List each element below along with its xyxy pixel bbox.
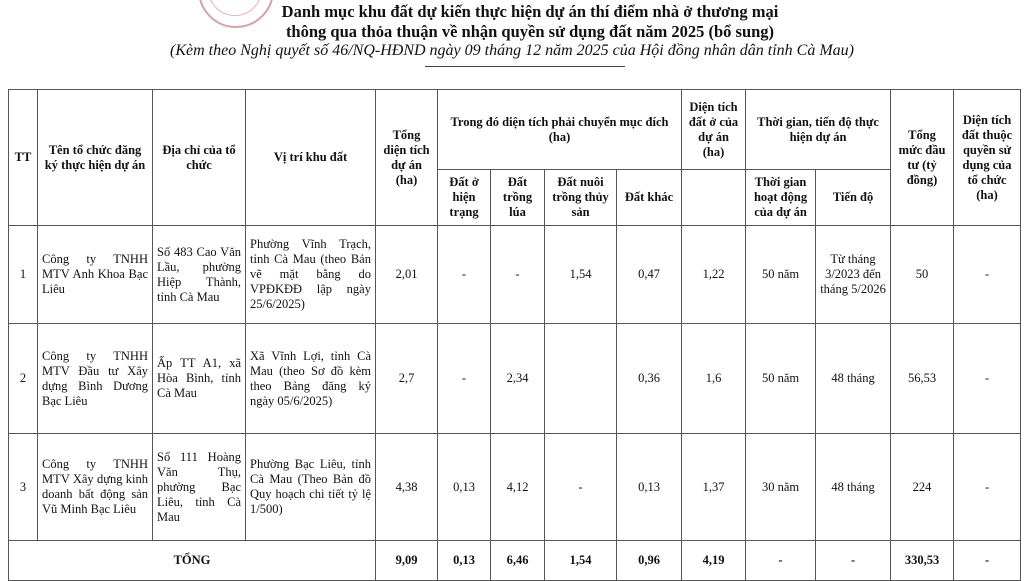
header-tt: TT [9, 90, 38, 226]
total-progress: - [816, 541, 891, 581]
header-lua: Đất trồng lúa [491, 170, 545, 226]
document-title-line1: Danh mục khu đất dự kiến thực hiện dự án thí điểm nhà ở thương mại [281, 2, 779, 21]
table-row [9, 324, 1021, 434]
land-project-table [8, 89, 1021, 581]
cell-investment: 224 [891, 434, 954, 541]
cell-lua: - [491, 226, 545, 324]
cell-name: Công ty TNHH MTV Xây dựng kinh doanh bất động sản Vũ Minh Bạc Liêu [38, 434, 153, 541]
cell-progress: 48 tháng [816, 324, 891, 434]
cell-investment: 56,53 [891, 324, 954, 434]
cell-tt: 3 [9, 434, 38, 541]
cell-owned: - [954, 434, 1021, 541]
cell-address: Số 111 Hoàng Văn Thụ, phường Bạc Liêu, tỉnh Cà Mau [153, 434, 246, 541]
header-khac: Đất khác [617, 170, 682, 226]
header-location: Vị trí khu đất [246, 90, 376, 226]
cell-total: 2,01 [376, 226, 438, 324]
total-lua: 6,46 [491, 541, 545, 581]
total-area: 9,09 [376, 541, 438, 581]
header-duration: Thời gian hoạt động của dự án [746, 170, 816, 226]
total-row [9, 541, 1021, 581]
cell-owned: - [954, 226, 1021, 324]
header-investment: Tổng mức đầu tư (tỷ đồng) [891, 90, 954, 226]
cell-duration: 50 năm [746, 324, 816, 434]
header-progress: Tiến độ [816, 170, 891, 226]
cell-lua: 4,12 [491, 434, 545, 541]
cell-location: Xã Vĩnh Lợi, tỉnh Cà Mau (theo Sơ đồ kèm theo Bảng đăng ký ngày 05/6/2025) [246, 324, 376, 434]
cell-total: 4,38 [376, 434, 438, 541]
total-khac: 0,96 [617, 541, 682, 581]
document-title-line2: thông qua thỏa thuận về nhận quyền sử dụng đất năm 2025 (bổ sung) [285, 22, 775, 41]
header-row [9, 90, 1021, 170]
cell-name: Công ty TNHH MTV Đầu tư Xây dựng Bình Dương Bạc Liêu [38, 324, 153, 434]
cell-duration: 30 năm [746, 434, 816, 541]
cell-thuy-san [545, 324, 617, 434]
cell-thuy-san: - [545, 434, 617, 541]
cell-residential: 1,6 [682, 324, 746, 434]
header-residential-area: Diện tích đất ở của dự án (ha) [682, 90, 746, 170]
total-dat-o: 0,13 [438, 541, 491, 581]
cell-lua: 2,34 [491, 324, 545, 434]
cell-name: Công ty TNHH MTV Anh Khoa Bạc Liêu [38, 226, 153, 324]
cell-dat-o: - [438, 226, 491, 324]
header-time-group: Thời gian, tiến độ thực hiện dự án [746, 90, 891, 170]
cell-dat-o: - [438, 324, 491, 434]
header-thuy-san: Đất nuôi trồng thủy sản [545, 170, 617, 226]
cell-address: Số 483 Cao Văn Lầu, phường Hiệp Thành, tỉnh Cà Mau [153, 226, 246, 324]
header-address: Địa chỉ của tổ chức [153, 90, 246, 226]
cell-khac: 0,13 [617, 434, 682, 541]
cell-total: 2,7 [376, 324, 438, 434]
cell-location: Phường Vĩnh Trạch, tỉnh Cà Mau (theo Bản vẽ mặt bằng do VPĐKĐĐ lập ngày 25/6/2025) [246, 226, 376, 324]
cell-address: Ấp TT A1, xã Hòa Bình, tỉnh Cà Mau [153, 324, 246, 434]
cell-residential: 1,22 [682, 226, 746, 324]
cell-khac: 0,47 [617, 226, 682, 324]
table-row [9, 226, 1021, 324]
cell-duration: 50 năm [746, 226, 816, 324]
cell-investment: 50 [891, 226, 954, 324]
total-thuy-san: 1,54 [545, 541, 617, 581]
total-duration: - [746, 541, 816, 581]
table-row [9, 434, 1021, 541]
header-name: Tên tổ chức đăng ký thực hiện dự án [38, 90, 153, 226]
cell-tt: 2 [9, 324, 38, 434]
header-total-area: Tổng diện tích dự án (ha) [376, 90, 438, 226]
cell-dat-o: 0,13 [438, 434, 491, 541]
cell-khac: 0,36 [617, 324, 682, 434]
cell-thuy-san: 1,54 [545, 226, 617, 324]
total-label: TỔNG [9, 541, 376, 581]
cell-owned: - [954, 324, 1021, 434]
document-subtitle: (Kèm theo Nghị quyết số 46/NQ-HĐND ngày 09 tháng 12 năm 2025 của Hội đồng nhân dân tỉnh Cà Mau) [170, 42, 854, 59]
cell-progress: Từ tháng 3/2023 đến tháng 5/2026 [816, 226, 891, 324]
header-dat-o: Đất ở hiện trạng [438, 170, 491, 226]
total-residential: 4,19 [682, 541, 746, 581]
header-empty [682, 170, 746, 226]
cell-tt: 1 [9, 226, 38, 324]
cell-progress: 48 tháng [816, 434, 891, 541]
divider [425, 66, 625, 67]
header-convert-group: Trong đó diện tích phải chuyển mục đích (ha) [438, 90, 682, 170]
header-owned-area: Diện tích đất thuộc quyền sử dụng của tổ chức (ha) [954, 90, 1021, 226]
total-owned: - [954, 541, 1021, 581]
cell-residential: 1,37 [682, 434, 746, 541]
cell-location: Phường Bạc Liêu, tỉnh Cà Mau (Theo Bản đồ Quy hoạch chi tiết tỷ lệ 1/500) [246, 434, 376, 541]
total-investment: 330,53 [891, 541, 954, 581]
